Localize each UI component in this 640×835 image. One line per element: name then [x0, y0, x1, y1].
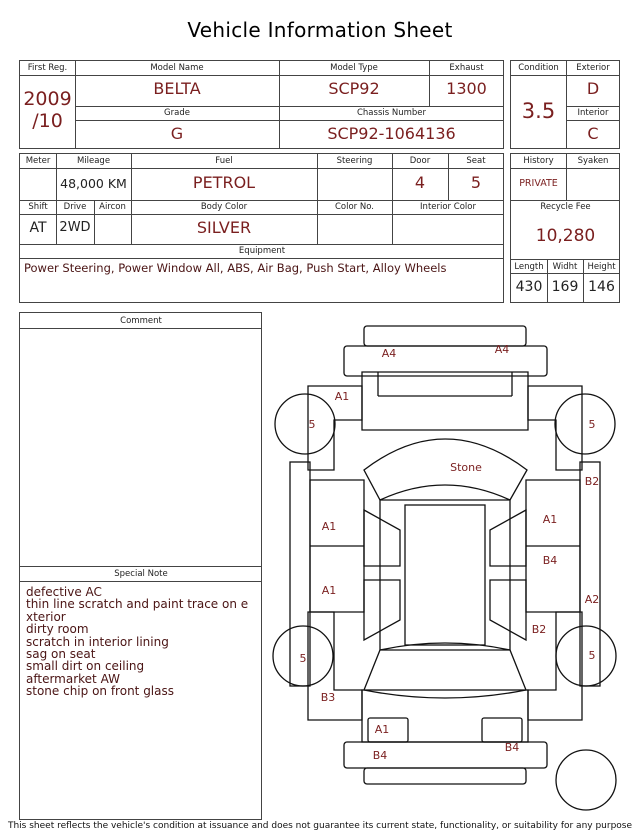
note-line: thin line scratch and paint trace on e — [26, 597, 249, 612]
chassis-label: Chassis Number — [356, 108, 427, 118]
seat-value: 5 — [470, 173, 482, 192]
fuel-value: PETROL — [192, 173, 256, 192]
mark-a2-right: A2 — [584, 593, 600, 606]
mark-tire-rear-left: 5 — [299, 652, 307, 665]
history-label: History — [523, 156, 554, 166]
interior-label: Interior — [577, 108, 609, 118]
note-line: small dirt on ceiling — [26, 659, 145, 674]
aircon-label: Aircon — [99, 202, 126, 212]
mark-b4-bottom-right: B4 — [504, 741, 520, 754]
drive-label: Drive — [63, 202, 87, 212]
comment-label: Comment — [120, 316, 162, 326]
model-name-value: BELTA — [153, 79, 201, 98]
comment-box — [19, 312, 262, 820]
condition-label: Condition — [518, 63, 559, 73]
body-color-value: SILVER — [196, 218, 252, 237]
mark-a1-top: A1 — [334, 390, 350, 403]
history-value: PRIVATE — [519, 178, 558, 189]
mark-tire-front-right: 5 — [588, 418, 596, 431]
drive-value: 2WD — [59, 220, 91, 235]
mark-b3-left: B3 — [320, 691, 336, 704]
exterior-label: Exterior — [576, 63, 610, 73]
chassis-value: SCP92-1064136 — [327, 124, 456, 143]
equipment-label: Equipment — [238, 246, 286, 256]
syaken-label: Syaken — [577, 156, 609, 166]
height-value: 146 — [588, 279, 615, 295]
seat-label: Seat — [466, 156, 486, 166]
model-type-value: SCP92 — [328, 79, 380, 98]
mark-b2-right: B2 — [584, 475, 600, 488]
mark-a4-left: A4 — [381, 347, 397, 360]
special-note-label: Special Note — [114, 569, 168, 579]
model-name-label: Model Name — [150, 63, 204, 73]
note-line: sag on seat — [26, 647, 96, 662]
shift-label: Shift — [28, 202, 48, 212]
sheet-title: Vehicle Information Sheet — [187, 18, 453, 42]
interior-color-label: Interior Color — [420, 202, 476, 212]
mileage-label: Mileage — [76, 156, 111, 166]
shift-value: AT — [29, 220, 47, 236]
meter-label: Meter — [25, 156, 51, 166]
mark-a1-left-front: A1 — [321, 520, 337, 533]
mark-a1-bottom: A1 — [374, 723, 390, 736]
mark-tire-rear-right: 5 — [588, 649, 596, 662]
fuel-label: Fuel — [215, 156, 233, 166]
grade-value: G — [170, 124, 184, 143]
mark-b4-bottom-left: B4 — [372, 749, 388, 762]
length-value: 430 — [515, 279, 543, 295]
recycle-fee-value: 10,280 — [535, 226, 596, 246]
mark-b2-right-rear: B2 — [531, 623, 547, 636]
note-line: xterior — [26, 609, 66, 624]
door-label: Door — [409, 156, 431, 166]
first-reg-label: First Reg. — [27, 63, 68, 73]
door-value: 4 — [414, 173, 426, 192]
color-no-label: Color No. — [334, 202, 374, 212]
length-label: Length — [514, 262, 544, 272]
width-label: Widht — [552, 262, 578, 272]
body-color-label: Body Color — [200, 202, 248, 212]
exhaust-label: Exhaust — [449, 63, 484, 73]
equipment-value: Power Steering, Power Window All, ABS, Air Bag, Push Start, Alloy Wheels — [24, 261, 447, 275]
width-value: 169 — [551, 279, 579, 295]
mark-b4-right-mid: B4 — [542, 554, 558, 567]
basic-info-table — [19, 60, 504, 149]
first-reg-month: /10 — [32, 110, 63, 132]
disclaimer-footer: This sheet reflects the vehicle's condition at issuance and does not guarantee its current state, functionality, or suitability for any purpose — [7, 821, 633, 831]
detail-info-table — [19, 153, 504, 303]
mark-a1-right-front: A1 — [542, 513, 558, 526]
note-line: defective AC — [26, 585, 102, 599]
first-reg-year: 2009 — [23, 88, 72, 110]
note-line: dirty room — [26, 622, 89, 637]
mileage-value: 48,000 KM — [60, 176, 127, 191]
exhaust-value: 1300 — [446, 79, 487, 98]
history-table — [510, 153, 620, 303]
mark-stone: Stone — [450, 461, 482, 474]
exterior-value: D — [586, 79, 600, 98]
mark-a1-left-rear: A1 — [321, 584, 337, 597]
interior-value: C — [587, 124, 599, 143]
recycle-fee-label: Recycle Fee — [540, 202, 591, 212]
condition-table — [510, 60, 620, 149]
steering-label: Steering — [336, 156, 373, 166]
mark-a4-right: A4 — [494, 343, 510, 356]
special-note-list — [26, 586, 248, 698]
model-type-label: Model Type — [330, 63, 378, 73]
note-line: scratch in interior lining — [26, 634, 169, 649]
mark-tire-front-left: 5 — [308, 418, 316, 431]
height-label: Height — [587, 262, 616, 272]
note-line: aftermarket AW — [26, 671, 120, 686]
note-line: stone chip on front glass — [26, 684, 175, 699]
grade-label: Grade — [164, 108, 190, 118]
condition-value: 3.5 — [521, 99, 556, 123]
